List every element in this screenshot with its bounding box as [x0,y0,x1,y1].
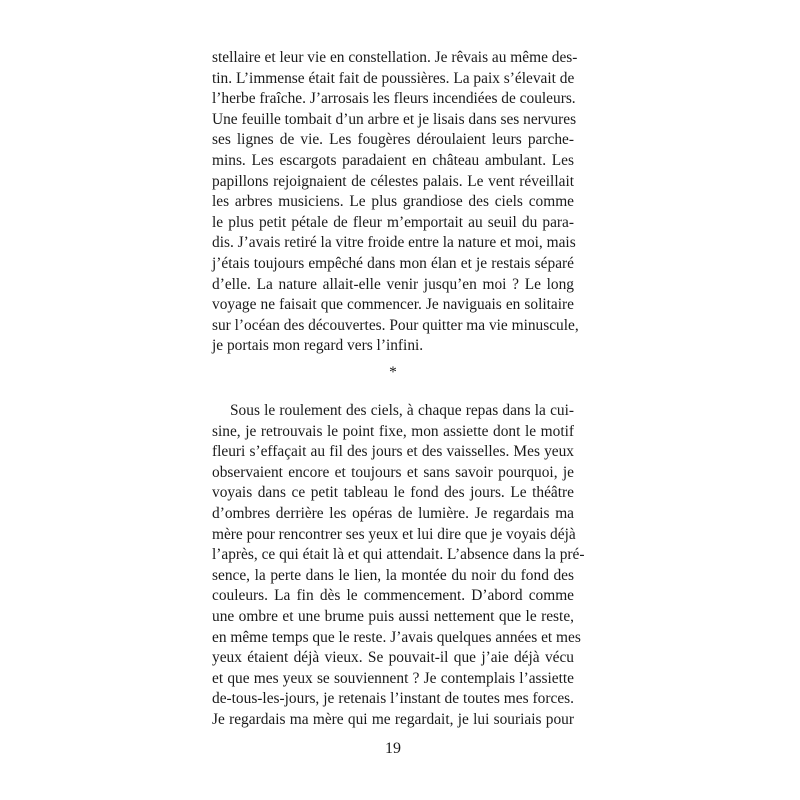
text-line: l’après, ce qui était là et qui attendait. L’absence dans la pré- [212,546,585,564]
text-line: de-tous-les-jours, je retenais l’instant de toutes mes forces. [212,690,574,708]
text-line: en même temps que le reste. J’avais quelques années et mes [212,628,581,646]
text-line: le plus petit pétale de fleur m’emportait au seuil du para- [212,213,574,231]
text-line: sine, je retrouvais le point fixe, mon assiette dont le motif [212,422,574,440]
text-line: Sous le roulement des ciels, à chaque repas dans la cui- [230,402,574,419]
text-line: mins. Les escargots paradaient en château ambulant. Les [212,151,574,169]
text-line: d’elle. La nature allait-elle venir jusqu’en moi ? Le long [212,275,574,293]
text-line: observaient encore et toujours et sans savoir pourquoi, je [212,463,574,481]
text-line: sur l’océan des découvertes. Pour quitter ma vie minuscule, [212,316,579,334]
text-line: les arbres musiciens. Le plus grandiose des ciels comme [212,193,574,211]
text-line: couleurs. La fin dès le commencement. D’abord comme [212,587,574,605]
paragraph-1 [212,48,579,357]
text-line: l’herbe fraîche. J’arrosais les fleurs incendiées de couleurs. [212,90,576,108]
text-line: yeux étaient déjà vieux. Se pouvait-il que j’aie déjà vécu [212,649,574,667]
text-line: je portais mon regard vers l’infini. [212,337,424,355]
text-line: voyage ne faisait que commencer. Je naviguais en solitaire [212,296,574,314]
text-line: voyais dans ce petit tableau le fond des jours. Le théâtre [212,484,574,502]
text-line: papillons rejoignaient de célestes palais. Le vent réveillait [212,172,574,190]
paragraph-2 [212,401,585,731]
text-line: dis. J’avais retiré la vitre froide entre la nature et moi, mais [212,234,576,252]
text-line: mère pour rencontrer ses yeux et lui dire que je voyais déjà [212,525,576,543]
page-number: 19 [385,740,401,757]
text-line: Je regardais ma mère qui me regardait, je lui souriais pour [212,710,574,728]
text-line: sence, la perte dans le lien, la montée du noir du fond des [212,566,574,584]
text-line: d’ombres derrière les opéras de lumière. Je regardais ma [212,504,574,522]
section-separator: * [389,364,397,381]
text-line: une ombre et une brume puis aussi nettement que le reste, [212,607,574,625]
text-line: et que mes yeux se souviennent ? Je contemplais l’assiette [212,669,574,687]
text-line: j’étais toujours empêché dans mon élan et je restais séparé [212,254,574,272]
text-line: tin. L’immense était fait de poussières. La paix s’élevait de [212,69,575,87]
text-line: ses lignes de vie. Les fougères déroulaient leurs parche- [212,131,574,149]
text-line: fleuri s’effaçait au fil des jours et des vaisselles. Mes yeux [212,443,574,461]
text-line: stellaire et leur vie en constellation. Je rêvais au même des- [212,49,578,66]
text-line: Une feuille tombait d’un arbre et je lisais dans ses nervures [212,110,577,128]
